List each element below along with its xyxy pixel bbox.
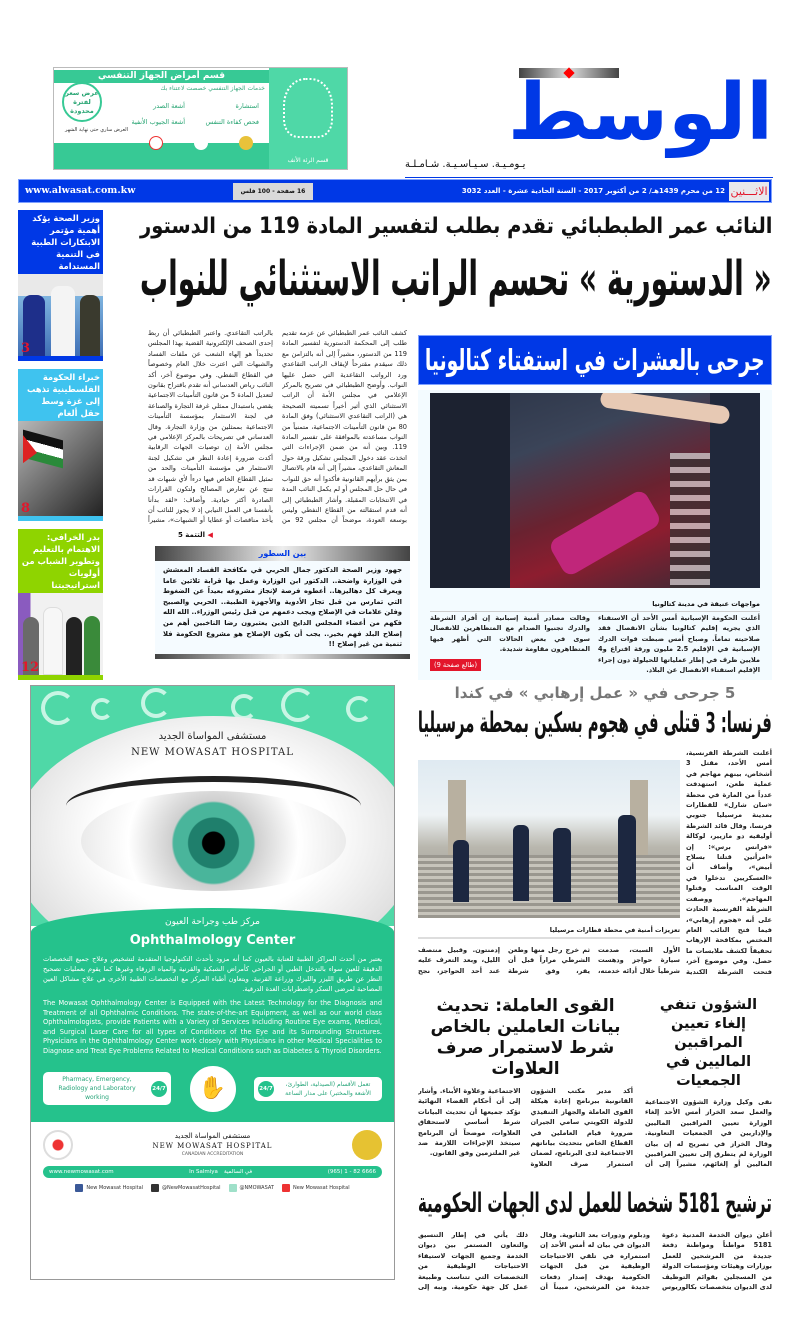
newspaper-logo[interactable]	[405, 67, 773, 175]
services-badge-en-box	[43, 1072, 171, 1105]
open-247-icon: 24/7	[258, 1081, 274, 1097]
continued-label: التتمة 5	[178, 531, 205, 539]
website-link[interactable]: www.alwasat.com.kw	[25, 185, 136, 196]
lead-headline[interactable]: « الدستورية » تحسم الراتب الاستثنائي للنواب	[140, 251, 772, 307]
france-caption: تعزيزات أمنية في محطة قطارات مرسيليا	[418, 926, 680, 939]
accreditation-label: CANADIAN ACCREDITATION	[181, 1152, 244, 1158]
social-label: @NMOWASAT	[239, 1184, 274, 1191]
offer-badge: عرض سعر لفترة محدودة	[62, 82, 102, 122]
ad-subtitle: خدمات الجهاز التنفسي خصصت لاعتناء بك	[160, 85, 265, 92]
catalonia-caption: مواجهات عنيفة في مدينة كتالونيا	[430, 600, 760, 612]
center-name-en: Ophthalmology Center	[129, 933, 296, 948]
lead-kicker-box	[140, 212, 772, 242]
lung-caption: قسم الرئة الأنف	[287, 157, 329, 164]
hospital-phone[interactable]: (965) 1 - 82 6666	[327, 1168, 376, 1175]
hospital-logo-en: NEW MOWASAT HOSPITAL	[152, 1142, 273, 1151]
social-affairs-text: نفى وكيل وزارة الشؤون الاجتماعية والعمل سعد الخراز أمس الأحد إلغاء الوزارة تعيين المراقبين الماليين والإداريين في الجمعيات التعاونية. وقال الخراز في تصريح له إن بيان الوزارة لم يتطرق إلى تعيين المراقبين الماليين أو إلغائهم، مشيراً إلى أن	[645, 1098, 772, 1169]
teaser-photo	[18, 593, 103, 675]
manpower-headline[interactable]: القوى العاملة: تحديث بيانات العاملين بالخاص شرط لاستمرار صرف العلاوات	[430, 996, 621, 1079]
location-ar: في السالمية	[223, 1168, 253, 1175]
between-lines-title: بين السطور	[155, 546, 410, 561]
open-247-icon: 24/7	[151, 1081, 167, 1097]
teaser-headline: بدر الخرافي: الاهتمام بالتعليم وتطوير الشباب من أولويات استراتيجيتنا	[18, 529, 103, 593]
france-bottom-columns: الأول السبت، صدمت سيارة حواجز ودهست شرطياً خلال أدائه خدمته، ثم خرج رجل منها وطعن الشرطي مراراً قبل أن يفر، وفق شرطة إدمنتون. وقبيل منتصف الليل، وبعد التعرف عليه عند أحد الحواجز، نجح	[418, 946, 680, 975]
page-number: 8	[21, 500, 31, 516]
catalonia-photo	[430, 393, 760, 588]
service-badges-row	[43, 1066, 382, 1112]
ad-service: أشعة الجيوب الأنفية	[131, 118, 185, 126]
catalonia-column-right: أعلنت الحكومة الإسبانية أمس الأحد أن الاستفتاء الذي يجريه إقليم كتالونيا بشأن الانفصال فقد صلاحيته تماماً. وصباح أمس ضبطت قوات الدرك الإسبانية في الإقليم 2.5 مليون ورقة اقتراع و4 ملايين ظرف في إطار عملياتها للحيلولة دون إجراء الإقليم استفتاء الانفصال عن البلاد.	[598, 614, 761, 675]
accreditation-seal-icon	[43, 1130, 73, 1160]
location-en: In Salmiya	[189, 1168, 218, 1175]
lead-column-left: بالراتب التقاعدي. واعتبر الطبطبائي أن ربط الإلكترونية القضية بهذا المجلس إلهاء الشعب عن ملفات الفساد التي اعترت خلال العام وخصوصاً النفطي. وفي موضوع آخر، أكد النائب رياض العدساني أنه تقدم باقتراح بقانون لتعديل المادة 5 من قانون التأمينات الاجتماعية يقضي باستبدال ممثلي غرفة التجارة والصناعة في لجنة الاستثمار بمؤسسة التأمينات الاجتماعية بممثلين من وزارة التجارة. وقال العدساني في تصريحات بالمركز الإعلامي في مجلس الأمة إن توصيات الجهات الرقابية أكدت ضرورة إعادة النظر في تشكيل لجنة الاستثمار في مؤسسة التأمينات والحد من تمثيل القطاع الخاص فيها درءاً لأي شبهات قد تنتج عن تعارض المصالح ولتكون القرارات الصادرة أكثر حيادية. وأضاف: «لقد بدأنا بأنفسنا في العمل النيابي إذ لا يجوز للنائب أن يأخذ مناقصات أو عطايا أو الشبهات»، مشيراً	[148, 329, 273, 525]
manpower-text: أكد مدير مكتب الشؤون القانونية ببرنامج إعادة هيكلة القوى العاملة والجهاز التنفيذي للدولة الكويتي سامي الجيران ضرورة قيام العاملين في القطاع الخاص بتحديث بياناتهم الاجتماعية لدى البرنامج، لضمان استمرار صرف العلاوة الاجتماعية وعلاوة الأبناء. وأشار إلى أن أحكام القضاء النهائية تؤكد جميعها أن تحديث البيانات شرط أساسي لاستحقاق العلاوات، موضحاً أن البرنامج سيتخذ الإجراءات اللازمة ضد غير الملتزمين وفق القانون.	[418, 1087, 633, 1168]
france-headline-box[interactable]	[418, 705, 772, 741]
logo-wordmark: الوسط	[507, 68, 773, 158]
ad-seal-icon	[239, 136, 253, 150]
catalonia-column-left: وقالت مصادر أمنية إسبانية إن أفراد الشرطة والدرك تجنبوا الصدام مع المتظاهرين للانفصال سوى في بعض الحالات التي أظهر فيها المتظاهرون مقاومة شديدة.	[430, 614, 590, 654]
hospital-name-ar: مستشفى المواساة الجديد	[158, 731, 267, 742]
teaser-photo	[18, 421, 103, 515]
lead-column-right: كشف النائب عمر الطبطبائي عن عزمه تقديم النواب. وأوضح الطبطبائي في تصريح بالمركز الإعلامي في مجلس الأمة أن الراتب الاستثنائي الذي أثير أخيراً تسميته الصحيحة هي (الراتب التقاعدي الاستثنائي) وفق المادة 80 من قانون التأمينات الاجتماعية، متمنياً من النواب مساعدته بالموافقة على تفسير المادة 119. وبين أنه من ضمن الإجراءات التي اتخذت عقد دخول المجلس تشكيل ورقة حول المعاش التقاعدي، مشيراً إلى أنه قام بالاتصال بمن يثق برأيهم القانونية فأكدوا أنه حق للنواب في حال حل المجلس أو لم يكمل النائب المدة في الانتخابات المقبلة. وأشار الطبطبائي إلى أنه قدم استقالته من القطاع النفطي وليس بوسعه العودة، موضحاً أن مجلس 92 من	[282, 329, 407, 525]
catalonia-left-block	[430, 613, 590, 671]
ad-offer-note: العرض ساري حتى نهاية الشهر	[64, 127, 128, 133]
center-description-en: The Mowasat Ophthalmology Center is Equipped with the Latest Technology for the Diagnosis and Treatment of all Ophthalmic Conditions. The state-of-the-art Equipment, as well as our world class Ophthalmologists, provide Patients with a Variety of Services Including Routine Eye exams, Medical, and Surgical Laser Care for all types of Conditions of the Eye and its Surrounding Structures. Physicians in the Ophthalmology Center work closely with Physicians in other Medical Specialities to Diagnose and Treat Eye Problems Related to Medical Conditions such as Diabetes & Thyroid Disorders.	[43, 999, 382, 1055]
marseille-photo	[418, 760, 680, 918]
ad-service: فحص كفاءة التنفس	[205, 118, 259, 126]
catalonia-headline-box[interactable]	[418, 335, 772, 385]
hiring-text: أعلن ديوان الخدمة المدنية دعوة 5181 مواطناً ومواطنة دفعة جديدة من المرشحين للعمل بوزارات وهيئات ومؤسسات الدولة من المسجلين بقوائم التوظيف لدى الديوان بتخصصات بكالوريوس ودبلوم ودورات بعد الثانوية. وقال الديوان في بيان له أمس الأحد إن استمراره في تلقي الاحتياجات الوظيفية من قبل الجهات الحكومية بهدف إصدار دفعات جديدة من المرشحين، مبيناً أن ذلك يأتي في إطار التنسيق والتعاون المستمر بين ديوان الخدمة وجميع الجهات لاستيفاء الاحتياجات الوظيفية من التخصصات التي تتناسب وطبيعة عمل كل جهة حكومية. ونبه إلى	[418, 1231, 772, 1292]
hospital-logo-ar: مستشفى المواساة الجديد	[174, 1132, 251, 1141]
ad-hand-logo-icon	[194, 136, 208, 150]
social-label: @NewMowasatHospital	[162, 1184, 221, 1191]
social-facebook[interactable]	[75, 1184, 143, 1192]
between-lines-footer	[155, 654, 410, 659]
eyelid	[66, 776, 361, 836]
france-headline[interactable]: فرنسا: 3 قتلى في هجوم بسكين بمحطة مرسيليا	[418, 706, 772, 739]
teaser-headline: خبراء الحكومة الفلسطينية تذهب إلى غزة وسط حقل ألغام	[18, 369, 103, 421]
price-box: 16 صفحة - 100 فلس	[233, 183, 313, 200]
social-label: New Mowasat Hospital	[86, 1184, 144, 1191]
gold-seal-icon	[352, 1130, 382, 1160]
france-kicker-box	[418, 684, 772, 703]
between-lines-box	[155, 546, 410, 659]
ad-logo-row	[43, 1130, 382, 1160]
lead-headline-box[interactable]	[140, 248, 772, 310]
ad-title: قسم أمراض الجهاز التنفسي	[54, 70, 269, 83]
ad-logo-icon	[149, 136, 163, 150]
logo-rule	[405, 177, 773, 178]
social-affairs-story	[645, 996, 772, 1172]
ad-service: استشارة	[235, 102, 259, 110]
hospital-name-en: NEW MOWASAT HOSPITAL	[131, 747, 294, 758]
teaser-headline: وزير الصحة يؤكد أهمية مؤتمر الابتكارات الطبية في التنمية المستدامة	[18, 210, 103, 274]
hospital-hand-logo-icon: ✋	[190, 1066, 236, 1112]
page-number: 12	[21, 659, 40, 675]
read-page-9-link[interactable]: (طالع صفحة 9)	[430, 659, 481, 671]
facebook-icon	[75, 1184, 83, 1192]
catalonia-headline[interactable]: جرحى بالعشرات في استفتاء كتالونيا	[425, 343, 765, 377]
location-group	[189, 1166, 252, 1178]
teaser-badr-alkharafi[interactable]	[18, 529, 103, 680]
center-description-ar: يعتبر من أحدث المراكز الطبية للعناية بالعيون كما أنه مزود بأحدث التكنولوجيا المتقدمة لتشخيص وعلاج جميع التخصصات الدقيقة للعين سواء بالتدخل الطبي أو الجراحي كأمراض الشبكية والقرنية والمياه الزرقاء وغيرها كما يقوم بعمليات تصحيح النظر عن طريق الليزر والليزك وزراعة القرنية. ويتعاون أطباء المركز مع التخصصات الطبية الأخرى في علاج مشاكل العين المصاحبة لمرضى السكر واضطرابات الغدة الدرقية.	[43, 955, 382, 993]
manpower-story	[418, 996, 633, 1172]
lung-graphic	[269, 68, 347, 170]
services-badge-ar-box	[254, 1077, 382, 1101]
contact-bar	[43, 1166, 382, 1178]
logo-tagline: يـومـيـة. سـيـاسـيـة. شـامـلـة	[405, 159, 526, 170]
ad-lower-section	[31, 908, 394, 1279]
hospital-logo-text	[153, 1131, 273, 1158]
respiratory-ad-banner[interactable]	[53, 67, 348, 170]
issue-date-box	[321, 186, 725, 196]
arrow-left-icon: ◀	[207, 531, 213, 539]
services-badge-ar: تعمل الأقسام (الصيدلية، الطوارئ، الأشعة والمختبر) على مدار الساعة	[285, 1080, 371, 1097]
social-label: New Mowasat Hospital	[292, 1184, 350, 1191]
weekday-label: الاثـــنين	[729, 182, 769, 201]
ad-service: أشعة الصدر	[153, 102, 185, 110]
france-kicker: 5 جرحى في « عمل إرهابي » في كندا	[454, 684, 736, 702]
france-side-column: أعلنت الشرطة الفرنسية، أمس الأحد، مقتل 3 أشخاص، بينهم مهاجم في عملية طعن، استهدفت عدداً من المارة في محطة «سان شارل» للقطارات بمدينة مرسيليا جنوبي فرنسا. وقال قائد الشرطة أوليفيه دو مازيير، لوكالة «فرانس برس»: إن «امرأتين قتلتا بسلاح أبيض»، وأضاف أن «العسكريين تدخلوا في الوقت المناسب وقتلوا المهاجم». ووصفت الشرطة الفرنسية الحادث على أنه «هجوم إرهابي»، فيما فتح النائب العام المختص بمكافحة الإرهاب تحقيقاً لكشف ملابسات ما حصل. وفي موضوع آخر، فتحت الشرطة الكندية	[686, 749, 772, 976]
ad-green-panel	[31, 908, 394, 1122]
between-lines-text: جهود وزير الصحة الدكتور جمال الحربي في مكافحة الفساد المعشش في الوزارة واضحة.. الدكتور ابن الوزارة وعمل بها قرابة ثلاثين عاما ويعرف كل دهاليزها.. أعطوه فرصة لإنجاز مشروعه بعيداً عن الضغوط التي تمارس من قبل تجار الأدوية والأجهزة الطبية.. الحربي والصبيح وفلن علامات في الإصلاح ويجب دعمهم من قبل رئيس الوزراء.. الله الله فكهم من أعضاء المجلس الدايخ الذين يعتبرون رضا الناخبين أهم من إصلاح البلد فهم بخير.. يجب أن يكون الإصلاح هو مشروع الحكومة فلا تنمية من غير إصلاح !!	[163, 566, 402, 649]
social-affairs-headline[interactable]: الشؤون تنفي إلغاء تعيين المراقبين الماليين في الجمعيات	[659, 997, 758, 1089]
center-name-ar: مركز طب وجراحة العيون	[165, 917, 260, 927]
teaser-palestinian-government[interactable]	[18, 369, 103, 520]
lung-icon	[283, 78, 333, 138]
issue-date: 12 من محرم 1439هـ/ 2 من أكتوبر 2017 - السنة الحادية عشرة - العدد 3032	[461, 187, 725, 195]
hospital-website[interactable]: www.newmowasat.com	[49, 1168, 114, 1175]
hiring-headline[interactable]: ترشيح 5181 شخصا للعمل لدى الجهات الحكومية	[418, 1188, 772, 1219]
page-number: 3	[21, 341, 31, 357]
services-badge-en: Pharmacy, Emergency, Radiology and Laboratory working	[58, 1076, 136, 1102]
continued-link[interactable]	[178, 530, 213, 540]
lead-kicker: النائب عمر الطبطبائي تقدم بطلب لتفسير المادة 119 من الدستور	[139, 214, 772, 239]
masthead-bar	[18, 179, 772, 203]
hiring-headline-box[interactable]	[418, 1186, 772, 1222]
ad-footer	[54, 143, 269, 169]
